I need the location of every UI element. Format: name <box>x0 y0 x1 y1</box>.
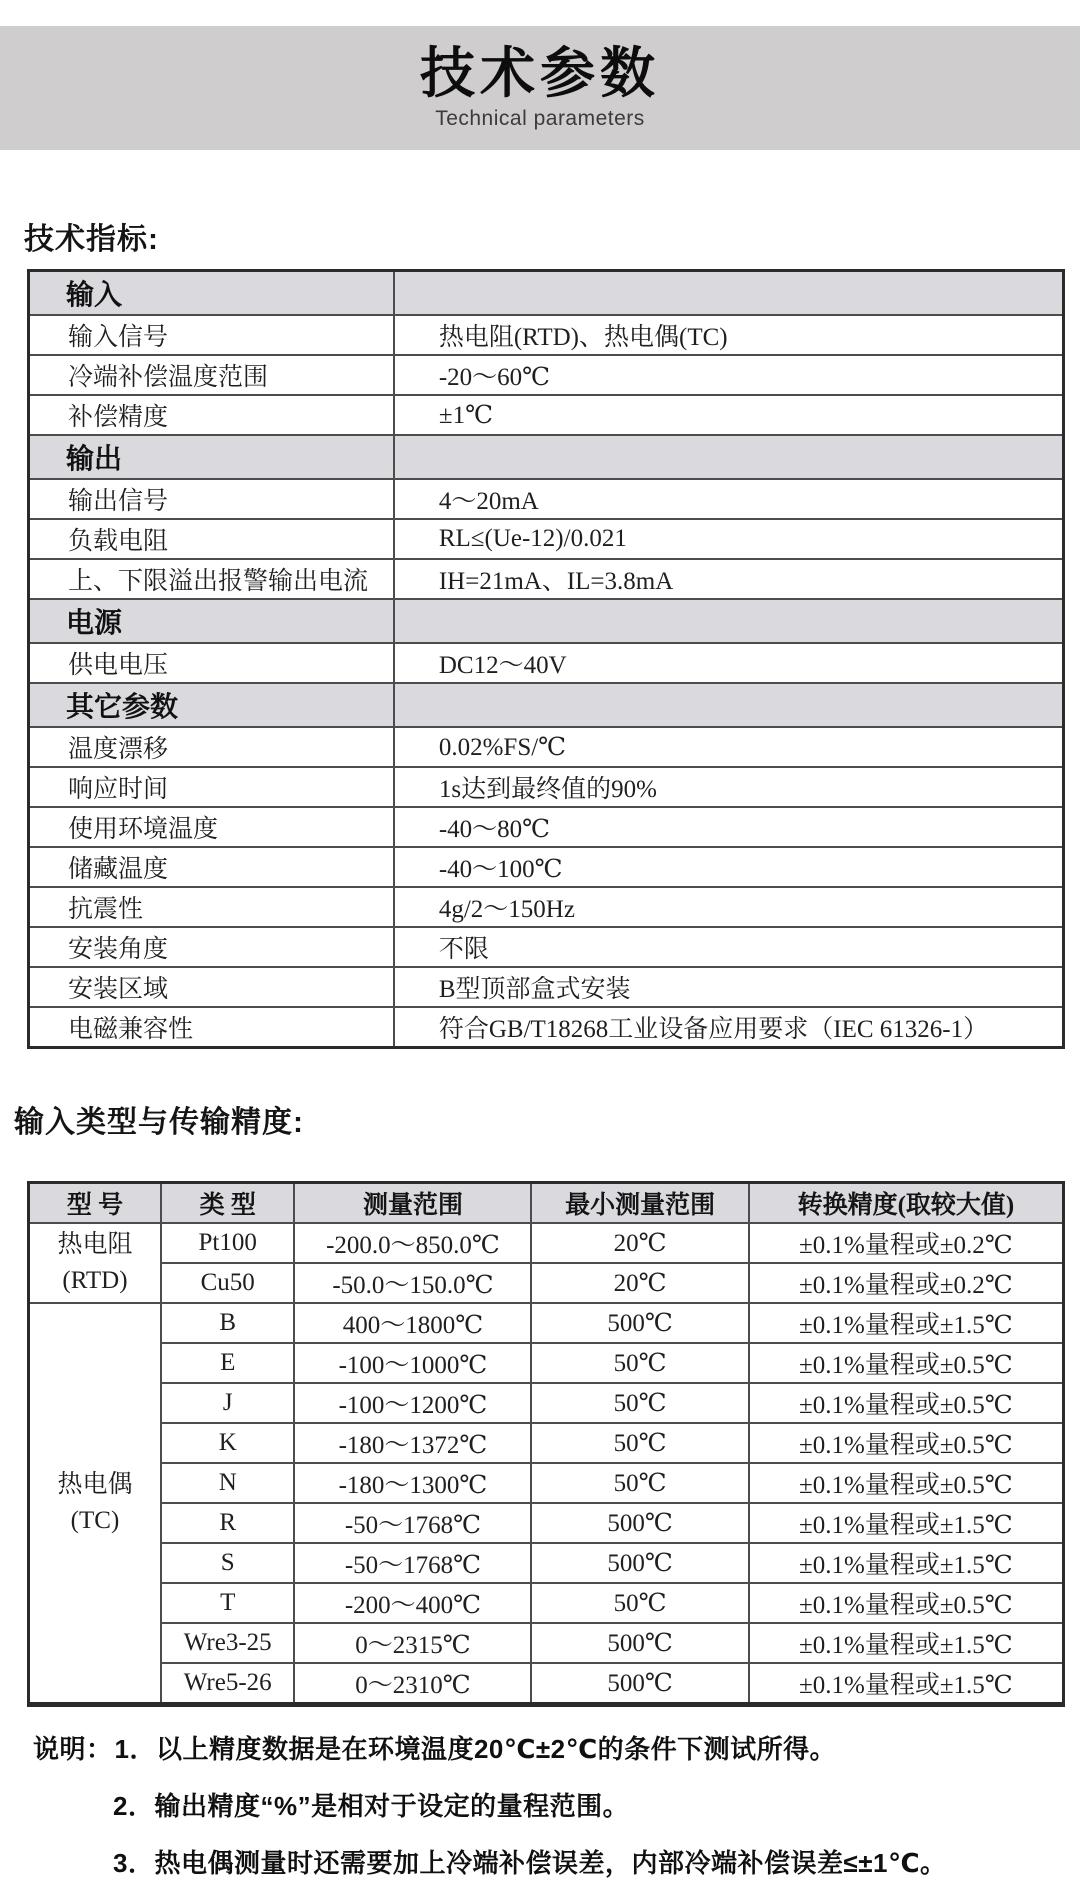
spec-row <box>29 807 1064 847</box>
spec-value: 4～20mA <box>394 479 1064 519</box>
type-cell: K <box>161 1423 295 1463</box>
spec-label: 输入信号 <box>29 315 394 355</box>
min-range-cell: 50℃ <box>531 1583 748 1623</box>
spec-label: 输出信号 <box>29 479 394 519</box>
input-accuracy-table <box>27 1181 1065 1707</box>
measure-range-cell: -200.0～850.0℃ <box>294 1223 531 1263</box>
spec-row <box>29 967 1064 1007</box>
measure-range-cell: 0～2310℃ <box>294 1663 531 1705</box>
spec-value: 热电阻(RTD)、热电偶(TC) <box>394 315 1064 355</box>
measure-range-cell: -100～1200℃ <box>294 1383 531 1423</box>
measure-range-cell: -180～1300℃ <box>294 1463 531 1503</box>
table-row <box>29 1623 1064 1663</box>
technical-specs-table-body <box>29 271 1064 1048</box>
technical-specs-table <box>27 269 1065 1049</box>
spec-value: IH=21mA、IL=3.8mA <box>394 559 1064 599</box>
type-cell: R <box>161 1503 295 1543</box>
spec-value <box>394 599 1064 643</box>
accuracy-cell: ±0.1%量程或±1.5℃ <box>749 1623 1064 1663</box>
note-line <box>33 1729 1080 1769</box>
column-header: 型 号 <box>29 1183 161 1224</box>
input-accuracy-table-head <box>29 1183 1064 1224</box>
type-cell: J <box>161 1383 295 1423</box>
spec-row <box>29 1007 1064 1048</box>
spec-section-row <box>29 435 1064 479</box>
column-header: 类 型 <box>161 1183 295 1224</box>
spec-label: 抗震性 <box>29 887 394 927</box>
measure-range-cell: -50.0～150.0℃ <box>294 1263 531 1303</box>
spec-label: 输入 <box>29 271 394 316</box>
spec-value: DC12～40V <box>394 643 1064 683</box>
spec-section-row <box>29 599 1064 643</box>
accuracy-cell: ±0.1%量程或±0.2℃ <box>749 1263 1064 1303</box>
type-cell: E <box>161 1343 295 1383</box>
accuracy-cell: ±0.1%量程或±0.5℃ <box>749 1423 1064 1463</box>
table-row <box>29 1583 1064 1623</box>
measure-range-cell: -100～1000℃ <box>294 1343 531 1383</box>
sensor-type-cell <box>29 1223 161 1303</box>
spec-label: 安装角度 <box>29 927 394 967</box>
spec-label: 电源 <box>29 599 394 643</box>
table-row <box>29 1663 1064 1705</box>
min-range-cell: 500℃ <box>531 1503 748 1543</box>
spec-label: 冷端补偿温度范围 <box>29 355 394 395</box>
spec-row <box>29 395 1064 435</box>
spec-section-row <box>29 683 1064 727</box>
table-row <box>29 1543 1064 1583</box>
sensor-type-cell <box>29 1303 161 1705</box>
type-cell: Pt100 <box>161 1223 295 1263</box>
sensor-type-line: (RTD) <box>62 1267 128 1294</box>
table-row <box>29 1303 1064 1343</box>
measure-range-cell: -50～1768℃ <box>294 1543 531 1583</box>
type-cell: T <box>161 1583 295 1623</box>
spec-label: 负载电阻 <box>29 519 394 559</box>
spec-label: 安装区域 <box>29 967 394 1007</box>
note-item-2: 2．输出精度“%”是相对于设定的量程范围。 <box>113 1791 630 1821</box>
spec-row <box>29 519 1064 559</box>
spec-row <box>29 887 1064 927</box>
min-range-cell: 500℃ <box>531 1303 748 1343</box>
min-range-cell: 50℃ <box>531 1343 748 1383</box>
note-item-1: 1．以上精度数据是在环境温度20℃±2℃的条件下测试所得。 <box>114 1734 837 1764</box>
spec-row <box>29 847 1064 887</box>
header-row <box>29 1183 1064 1224</box>
type-cell: B <box>161 1303 295 1343</box>
table-row <box>29 1263 1064 1303</box>
accuracy-cell: ±0.1%量程或±1.5℃ <box>749 1543 1064 1583</box>
table-row <box>29 1223 1064 1263</box>
spec-label: 响应时间 <box>29 767 394 807</box>
measure-range-cell: -50～1768℃ <box>294 1503 531 1543</box>
spec-label: 其它参数 <box>29 683 394 727</box>
spec-row <box>29 559 1064 599</box>
accuracy-cell: ±0.1%量程或±0.5℃ <box>749 1383 1064 1423</box>
spec-label: 温度漂移 <box>29 727 394 767</box>
spec-value: 不限 <box>394 927 1064 967</box>
accuracy-cell: ±0.1%量程或±1.5℃ <box>749 1303 1064 1343</box>
table-row <box>29 1343 1064 1383</box>
document-page <box>0 26 1080 1883</box>
spec-row <box>29 479 1064 519</box>
min-range-cell: 500℃ <box>531 1663 748 1705</box>
accuracy-cell: ±0.1%量程或±1.5℃ <box>749 1503 1064 1543</box>
type-cell: Wre3-25 <box>161 1623 295 1663</box>
sensor-type-line: (TC) <box>70 1507 120 1534</box>
spec-value: 1s达到最终值的90% <box>394 767 1064 807</box>
spec-row <box>29 315 1064 355</box>
accuracy-cell: ±0.1%量程或±0.5℃ <box>749 1583 1064 1623</box>
notes <box>33 1729 1080 1883</box>
table-row <box>29 1463 1064 1503</box>
page-title: 技术参数 <box>419 42 660 105</box>
spec-value: -40～100℃ <box>394 847 1064 887</box>
spec-label: 储藏温度 <box>29 847 394 887</box>
section2-heading: 输入类型与传输精度: <box>14 1106 304 1139</box>
accuracy-cell: ±0.1%量程或±0.5℃ <box>749 1463 1064 1503</box>
measure-range-cell: -180～1372℃ <box>294 1423 531 1463</box>
spec-row <box>29 355 1064 395</box>
min-range-cell: 50℃ <box>531 1383 748 1423</box>
spec-row <box>29 727 1064 767</box>
sensor-type-line: 热电阻 <box>57 1230 133 1258</box>
column-header: 最小测量范围 <box>531 1183 748 1224</box>
spec-row <box>29 927 1064 967</box>
accuracy-cell: ±0.1%量程或±0.2℃ <box>749 1223 1064 1263</box>
page-subtitle: Technical parameters <box>435 106 645 130</box>
min-range-cell: 50℃ <box>531 1423 748 1463</box>
spec-label: 上、下限溢出报警输出电流 <box>29 559 394 599</box>
spec-value <box>394 271 1064 316</box>
spec-value: B型顶部盒式安装 <box>394 967 1064 1007</box>
table-row <box>29 1423 1064 1463</box>
sensor-type-line: 热电偶 <box>57 1470 133 1498</box>
measure-range-cell: -200～400℃ <box>294 1583 531 1623</box>
measure-range-cell: 0～2315℃ <box>294 1623 531 1663</box>
section1-heading: 技术指标: <box>24 223 159 256</box>
spec-value: -20～60℃ <box>394 355 1064 395</box>
notes-prefix: 说明： <box>33 1734 113 1764</box>
spec-value: 4g/2～150Hz <box>394 887 1064 927</box>
spec-value: 符合GB/T18268工业设备应用要求（IEC 61326-1） <box>394 1007 1064 1048</box>
measure-range-cell: 400～1800℃ <box>294 1303 531 1343</box>
spec-value: 0.02%FS/℃ <box>394 727 1064 767</box>
accuracy-cell: ±0.1%量程或±0.5℃ <box>749 1343 1064 1383</box>
type-cell: N <box>161 1463 295 1503</box>
spec-row <box>29 767 1064 807</box>
spec-value: ±1℃ <box>394 395 1064 435</box>
spec-label: 供电电压 <box>29 643 394 683</box>
type-cell: Cu50 <box>161 1263 295 1303</box>
table-row <box>29 1503 1064 1543</box>
min-range-cell: 500℃ <box>531 1543 748 1583</box>
note-item-3: 3．热电偶测量时还需要加上冷端补偿误差，内部冷端补偿误差≤±1℃。 <box>113 1848 947 1878</box>
min-range-cell: 20℃ <box>531 1223 748 1263</box>
spec-section-row <box>29 271 1064 316</box>
spec-value <box>394 435 1064 479</box>
spec-label: 输出 <box>29 435 394 479</box>
min-range-cell: 50℃ <box>531 1463 748 1503</box>
min-range-cell: 20℃ <box>531 1263 748 1303</box>
spec-value <box>394 683 1064 727</box>
column-header: 转换精度(取较大值) <box>749 1183 1064 1224</box>
spec-row <box>29 643 1064 683</box>
accuracy-cell: ±0.1%量程或±1.5℃ <box>749 1663 1064 1705</box>
type-cell: S <box>161 1543 295 1583</box>
title-banner <box>0 26 1080 150</box>
spec-value: -40～80℃ <box>394 807 1064 847</box>
spec-label: 使用环境温度 <box>29 807 394 847</box>
spec-label: 电磁兼容性 <box>29 1007 394 1048</box>
column-header: 测量范围 <box>294 1183 531 1224</box>
input-accuracy-table-body <box>29 1223 1064 1705</box>
spec-value: RL≤(Ue-12)/0.021 <box>394 519 1064 559</box>
table-row <box>29 1383 1064 1423</box>
spec-label: 补偿精度 <box>29 395 394 435</box>
min-range-cell: 500℃ <box>531 1623 748 1663</box>
type-cell: Wre5-26 <box>161 1663 295 1705</box>
